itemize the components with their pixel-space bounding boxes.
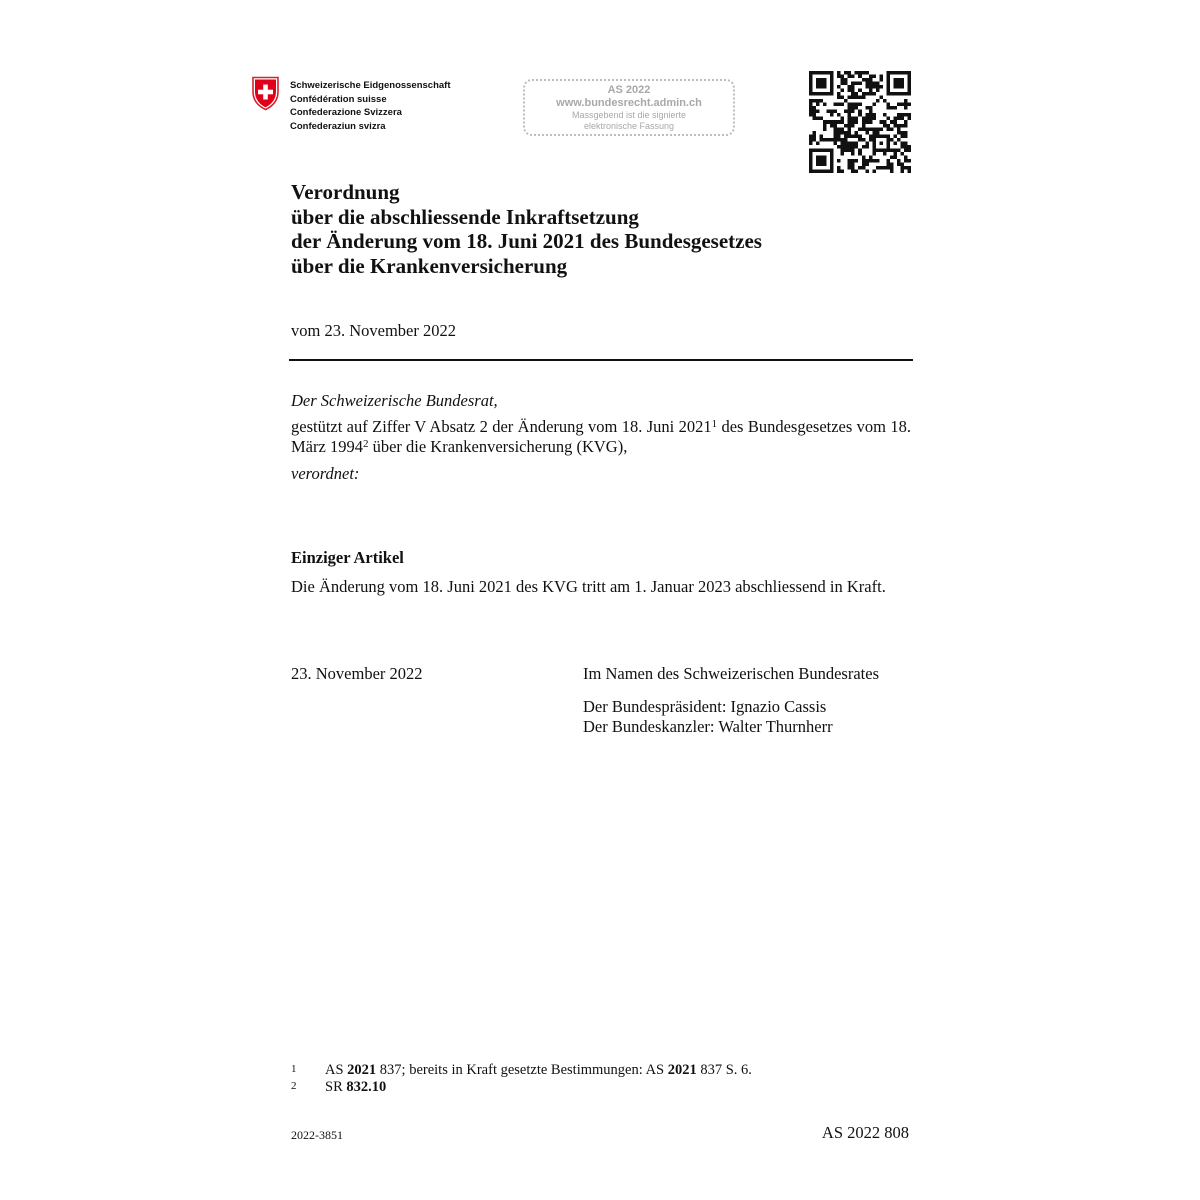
confederation-name-it: Confederazione Svizzera (290, 107, 402, 118)
footnote-text-part: 837 S. 6. (696, 1062, 752, 1078)
legal-basis (291, 417, 911, 457)
legal-basis-text: des Bundesgesetzes vom 18. März 1994 (291, 417, 911, 456)
footnote-text-part: AS (325, 1062, 348, 1078)
footnote (291, 1079, 752, 1096)
footnote-text-part: SR (325, 1079, 347, 1095)
footnote-year: 2021 (667, 1062, 697, 1078)
confederation-name-fr: Confédération suisse (290, 93, 387, 105)
legal-basis-text: über die Krankenversicherung (KVG), (368, 437, 628, 456)
footnotes (291, 1062, 752, 1096)
footnote-text (325, 1079, 386, 1096)
qr-code-icon (809, 71, 911, 178)
official-publication-stamp (523, 79, 735, 136)
decree-phrase: verordnet: (291, 464, 360, 483)
title-line: über die Krankenversicherung (291, 253, 568, 278)
page-reference: AS 2022 808 (821, 1123, 909, 1142)
title-line: der Änderung vom 18. Juni 2021 des Bundesgesetzes (291, 229, 762, 253)
footnote-text (325, 1062, 752, 1079)
article-text: Die Änderung vom 18. Juni 2021 des KVG tritt am 1. Januar 2023 abschliessend in Kraft. (291, 577, 886, 596)
title-line: über die abschliessende Inkraftsetzung (291, 204, 639, 229)
document-number: 2022-3851 (291, 1128, 343, 1142)
article-heading: Einziger Artikel (291, 548, 404, 567)
stamp-collection: AS 2022 (607, 84, 651, 96)
footnote-reference[interactable]: 1 (711, 418, 718, 430)
signature-chancellor: Der Bundeskanzler: Walter Thurnherr (583, 717, 833, 736)
stamp-note-line2: elektronische Fassung (583, 121, 675, 131)
stamp-note-line1: Massgebend ist die signierte (571, 110, 687, 120)
footnote (291, 1062, 752, 1079)
confederation-name-rm: Confederaziun svizra (290, 120, 386, 132)
confederation-names (290, 79, 451, 133)
stamp-website: www.bundesrecht.admin.ch (556, 97, 702, 109)
document-title (291, 180, 762, 278)
footnote-number: 1 (291, 1063, 297, 1075)
confederation-name-de: Schweizerische Eidgenossenschaft (290, 80, 451, 91)
title-line: Verordnung (291, 180, 400, 204)
footnote-number: 2 (291, 1080, 297, 1092)
footnote-sr-number: 832.10 (346, 1079, 387, 1095)
signature-president: Der Bundespräsident: Ignazio Cassis (583, 697, 827, 716)
issuing-authority: Der Schweizerische Bundesrat, (291, 391, 498, 410)
enactment-date: vom 23. November 2022 (291, 321, 456, 340)
signature-on-behalf: Im Namen des Schweizerischen Bundesrates (583, 664, 879, 683)
signature-date: 23. November 2022 (291, 664, 423, 683)
footnote-year: 2021 (347, 1062, 377, 1078)
title-divider (289, 359, 913, 361)
footnote-reference[interactable]: 2 (362, 438, 369, 450)
swiss-coat-of-arms-icon (251, 76, 280, 116)
footnote-text-part: 837; bereits in Kraft gesetzte Bestimmungen: AS (376, 1062, 668, 1078)
legal-basis-text: gestützt auf Ziffer V Absatz 2 der Änderung vom 18. Juni 2021 (291, 417, 712, 436)
